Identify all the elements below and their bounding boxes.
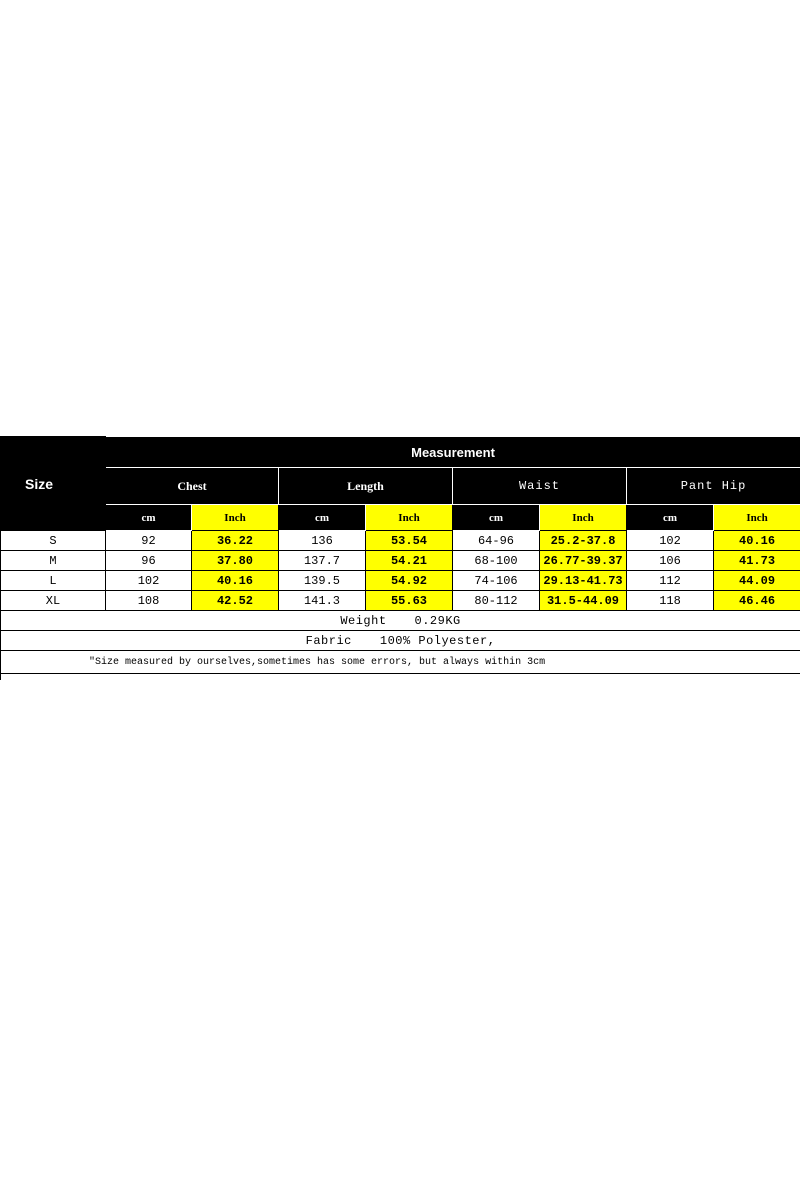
pant-hip-inch: 46.46 — [714, 591, 800, 611]
size-note: "Size measured by ourselves,sometimes has some errors, but always within 3cm — [1, 651, 800, 674]
unit-cm: cm — [627, 505, 714, 531]
fabric-row — [1, 631, 800, 651]
waist-inch: 26.77-39.37 — [540, 551, 627, 571]
note-row — [1, 651, 800, 674]
weight-row — [1, 611, 800, 631]
waist-cm: 68-100 — [453, 551, 540, 571]
pant-hip-cm: 106 — [627, 551, 714, 571]
waist-inch: 29.13-41.73 — [540, 571, 627, 591]
table-row — [1, 531, 800, 551]
length-inch: 54.92 — [366, 571, 453, 591]
unit-inch: Inch — [540, 505, 627, 531]
pant-hip-inch: 40.16 — [714, 531, 800, 551]
group-header-waist: Waist — [453, 468, 627, 505]
size-label: XL — [1, 591, 106, 611]
table-row — [1, 591, 800, 611]
header-row-groups — [1, 468, 800, 505]
trailing-cell — [1, 674, 800, 681]
chest-inch: 40.16 — [192, 571, 279, 591]
fabric-cell — [1, 631, 800, 651]
waist-inch: 31.5-44.09 — [540, 591, 627, 611]
waist-cm: 74-106 — [453, 571, 540, 591]
unit-cm: cm — [106, 505, 192, 531]
chest-inch: 37.80 — [192, 551, 279, 571]
group-header-pant-hip: Pant Hip — [627, 468, 800, 505]
table-row — [1, 571, 800, 591]
unit-cm: cm — [279, 505, 366, 531]
waist-cm: 80-112 — [453, 591, 540, 611]
waist-inch: 25.2-37.8 — [540, 531, 627, 551]
unit-cm: cm — [453, 505, 540, 531]
fabric-value: 100% Polyester, — [379, 633, 496, 648]
trailing-row — [1, 674, 800, 681]
pant-hip-inch: 41.73 — [714, 551, 800, 571]
unit-inch: Inch — [366, 505, 453, 531]
weight-cell — [1, 611, 800, 631]
length-inch: 53.54 — [366, 531, 453, 551]
length-inch: 55.63 — [366, 591, 453, 611]
fabric-label: Fabric — [305, 633, 352, 648]
length-cm: 139.5 — [279, 571, 366, 591]
weight-label: Weight — [340, 613, 387, 628]
chest-cm: 96 — [106, 551, 192, 571]
unit-inch: Inch — [714, 505, 800, 531]
measurement-header: Measurement — [106, 437, 800, 468]
size-chart — [0, 436, 800, 680]
size-chart-table — [0, 436, 800, 680]
header-row-units — [1, 505, 800, 531]
size-header: Size — [1, 437, 106, 531]
size-label: S — [1, 531, 106, 551]
size-label: L — [1, 571, 106, 591]
pant-hip-cm: 102 — [627, 531, 714, 551]
unit-inch: Inch — [192, 505, 279, 531]
chest-inch: 36.22 — [192, 531, 279, 551]
chest-cm: 108 — [106, 591, 192, 611]
length-cm: 141.3 — [279, 591, 366, 611]
chest-inch: 42.52 — [192, 591, 279, 611]
group-header-length: Length — [279, 468, 453, 505]
weight-value: 0.29KG — [414, 613, 461, 628]
length-cm: 137.7 — [279, 551, 366, 571]
chest-cm: 102 — [106, 571, 192, 591]
waist-cm: 64-96 — [453, 531, 540, 551]
table-row — [1, 551, 800, 571]
chest-cm: 92 — [106, 531, 192, 551]
header-row-measurement — [1, 437, 800, 468]
pant-hip-inch: 44.09 — [714, 571, 800, 591]
pant-hip-cm: 118 — [627, 591, 714, 611]
pant-hip-cm: 112 — [627, 571, 714, 591]
length-inch: 54.21 — [366, 551, 453, 571]
length-cm: 136 — [279, 531, 366, 551]
size-label: M — [1, 551, 106, 571]
group-header-chest: Chest — [106, 468, 279, 505]
